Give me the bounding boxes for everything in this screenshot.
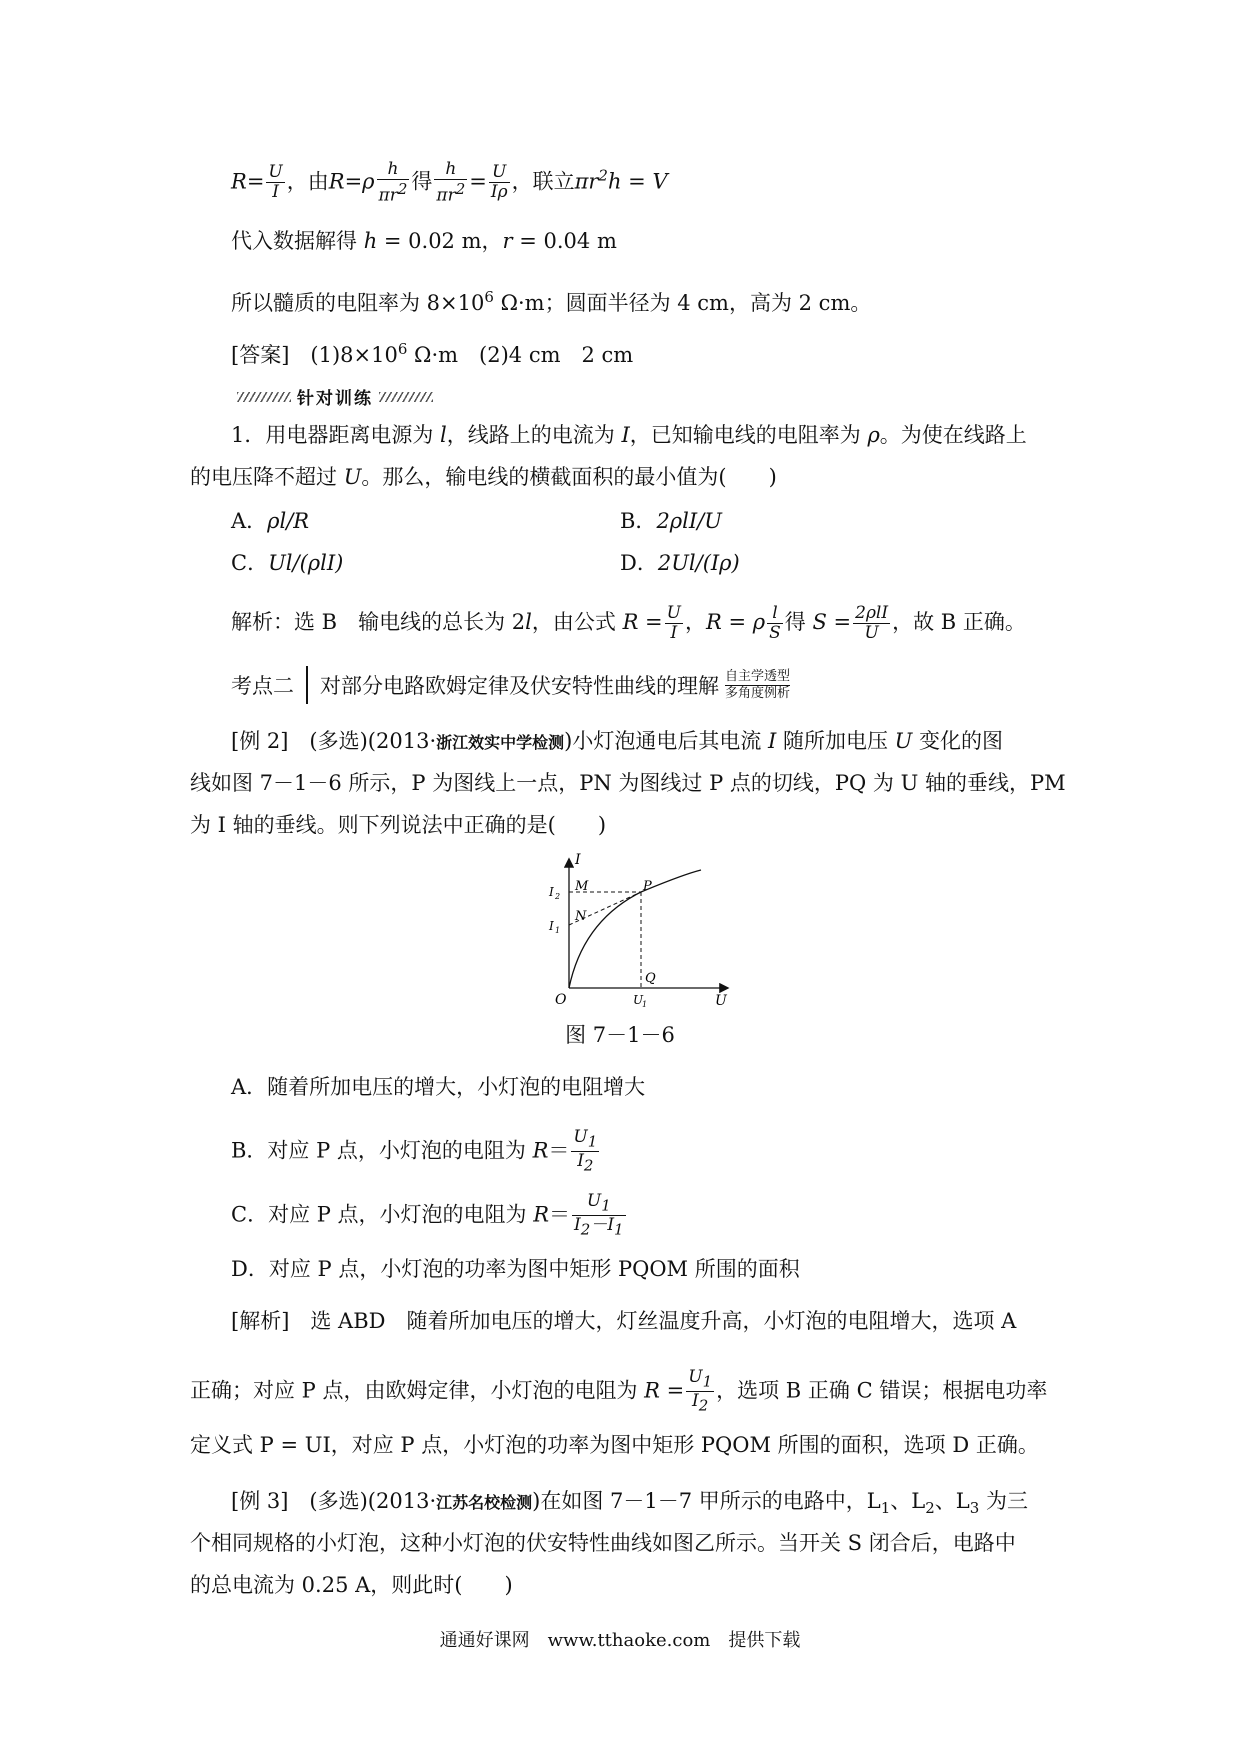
fraction-h-over-pir2-b: $\frac{h}{\pi r^2}$	[436, 159, 466, 206]
hatch-decoration-left	[237, 392, 291, 402]
q1-option-b: B．2ρlI/U	[620, 509, 722, 533]
fraction-2rholi-over-u: $\frac{\text{2ρlI}}{U}$	[855, 603, 889, 643]
fraction-u-over-irho: $\frac{U}{I\rho}$	[490, 162, 508, 203]
substitution-line: 代入数据解得 h = 0.02 m，r = 0.04 m	[231, 229, 617, 253]
fraction-u-over-i: $\frac{U}{I}$	[268, 162, 283, 203]
label-i: I	[575, 852, 581, 868]
fraction-l-over-s: $\frac{l}{S}$	[769, 603, 781, 643]
iv-curve	[569, 870, 701, 988]
section-heading: 考点二 对部分电路欧姆定律及伏安特性曲线的理解 自主学透型 多角度例析	[231, 665, 790, 705]
q1-text-line1: 1．用电器距离电源为 l，线路上的电流为 I，已知输电线的电阻率为 ρ。为使在线路上	[231, 423, 1027, 447]
q1-option-c: C．Ul/(ρlI)	[231, 551, 344, 575]
q1-option-a: A．ρl/R	[231, 509, 310, 533]
ex3-line2: 个相同规格的小灯泡，这种小灯泡的伏安特性曲线如图乙所示。当开关 S 闭合后，电路中	[190, 1531, 1016, 1555]
label-q: Q	[645, 971, 656, 986]
ex2-line1: [例 2] (多选)(2013·浙江效实中学检测)小灯泡通电后其电流 I 随所加电压 U 变化的图	[231, 729, 1004, 753]
fraction-u1-over-i2-minus-i1: $\frac{U_1}{I_2-I_1}$	[574, 1191, 624, 1239]
ex3-line3: 的总电流为 0.25 A，则此时( )	[190, 1573, 513, 1597]
q1-text-line2: 的电压降不超过 U。那么，输电线的横截面积的最小值为( )	[190, 465, 777, 489]
label-m: M	[575, 879, 589, 894]
figure-caption: 图 7－1－6	[565, 1023, 675, 1047]
label-u1-sub: 1	[642, 1000, 648, 1009]
page-footer: 通通好课网 www.tthaoke.com 提供下载	[439, 1630, 801, 1651]
label-i2: I	[549, 885, 554, 899]
fraction-h-over-pir2: $\frac{h}{\pi r^2}$	[378, 159, 408, 206]
conclusion-line: 所以髓质的电阻率为 $8\times 10^6$ Ω·m；圆面半径为 4 cm，高为 2 cm。	[231, 288, 872, 315]
ex2-analysis-line2: 正确；对应 P 点，由欧姆定律，小灯泡的电阻为 R = $\frac{U_1}{I_2}$ ，选项 B 正确 C 错误；根据电功率	[190, 1367, 1048, 1415]
section-tag: 自主学透型 多角度例析	[725, 668, 791, 701]
iv-curve-figure	[545, 850, 745, 1010]
formula-line: R= $\frac{U}{I}$ ，由R=ρ $\frac{h}{\pi r^2}$ 得 $\frac{h}{\pi r^2}$ = $\frac{U}{I\rho}$ ，联立$\pi r^2h = V$	[231, 159, 668, 206]
ex2-line2: 线如图 7－1－6 所示，P 为图线上一点，PN 为图线过 P 点的切线，PQ 为 U 轴的垂线，PM	[190, 771, 1066, 795]
label-i1-sub: 1	[555, 926, 561, 935]
ex2-line3: 为 I 轴的垂线。则下列说法中正确的是( )	[190, 813, 607, 837]
fraction-u1-over-i2: $\frac{U_1}{I_2}$	[573, 1127, 598, 1175]
label-u1: U	[633, 993, 644, 1007]
ex2-option-c: C．对应 P 点，小灯泡的电阻为 R＝ $\frac{U_1}{I_2-I_1}$	[231, 1191, 624, 1239]
q1-solution: 解析：选 B 输电线的总长为 2l，由公式 R = $\frac{U}{I}$ ，R = ρ $\frac{l}{S}$ 得 S = $\frac{\text{2ρlI}}{U}$ ，故 B 正确。	[231, 603, 1026, 643]
ex3-line1: [例 3] (多选)(2013·江苏名校检测)在如图 7－1－7 甲所示的电路中，$L_1$、$L_2$、$L_3$ 为三	[231, 1489, 1028, 1518]
answer-line: [答案] $(1)8\times 10^6$ Ω·m (2)4 cm 2 cm	[231, 340, 634, 367]
label-u: U	[715, 993, 727, 1009]
hatch-decoration-right	[379, 392, 433, 402]
label-i2-sub: 2	[555, 892, 561, 901]
ex2-analysis-line3: 定义式 P = UI，对应 P 点，小灯泡的功率为图中矩形 PQOM 所围的面积，选项 D 正确。	[190, 1433, 1039, 1457]
ex2-option-d: D．对应 P 点，小灯泡的功率为图中矩形 PQOM 所围的面积	[231, 1257, 800, 1281]
q1-option-d: D．2Ul/(Iρ)	[620, 551, 740, 575]
section-divider	[306, 666, 308, 704]
training-heading: 针对训练	[231, 384, 439, 409]
label-n: N	[575, 909, 587, 924]
fraction-u-over-i: $\frac{U}{I}$	[666, 603, 681, 643]
fraction-u1-over-i2-analysis: $\frac{U_1}{I_2}$	[688, 1367, 713, 1415]
label-i1: I	[549, 919, 554, 933]
label-o: O	[555, 992, 567, 1008]
ex2-option-b: B．对应 P 点，小灯泡的电阻为 R＝ $\frac{U_1}{I_2}$	[231, 1127, 598, 1175]
ex2-analysis-line1: [解析] 选 ABD 随着所加电压的增大，灯丝温度升高，小灯泡的电阻增大，选项 A	[231, 1309, 1017, 1333]
label-p: P	[643, 879, 652, 894]
ex2-option-a: A．随着所加电压的增大，小灯泡的电阻增大	[231, 1075, 646, 1099]
